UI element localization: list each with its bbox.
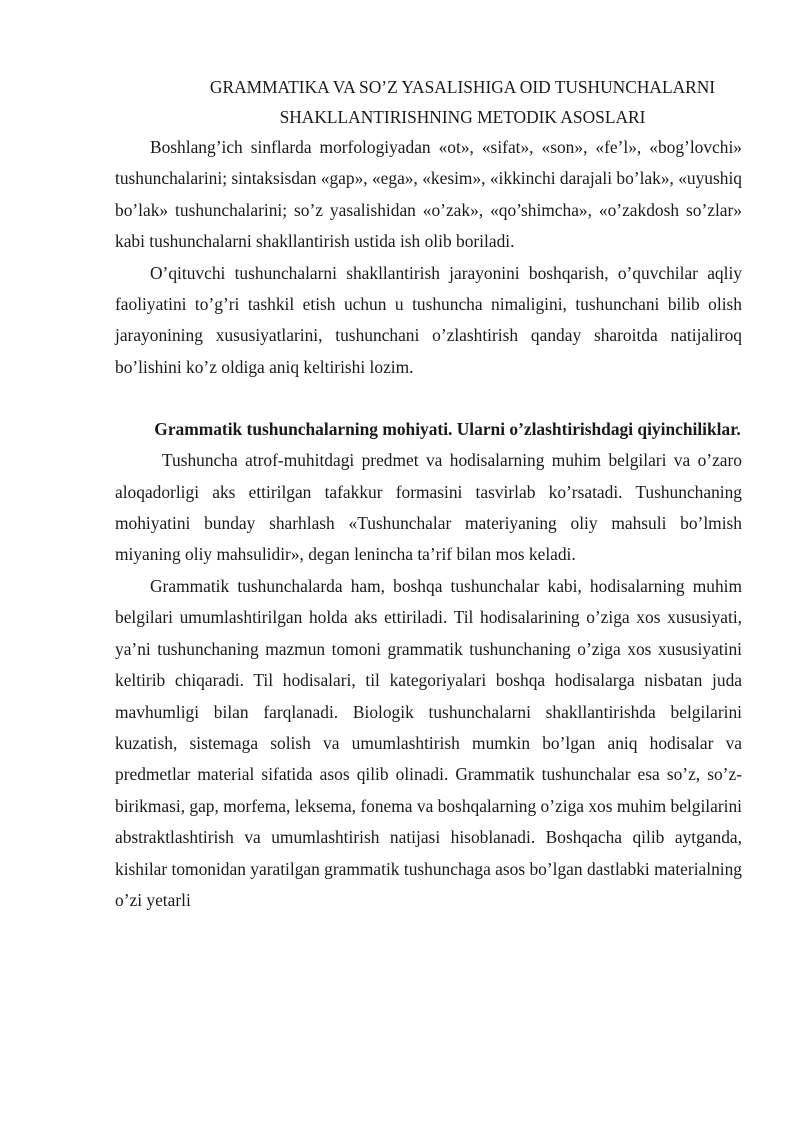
paragraph-grammatical-concepts: Grammatik tushunchalarda ham, boshqa tushunchalar kabi, hodisalarning muhim belgilari umumlashtirilgan holda aks ettiriladi. Til hodisalarining o’ziga xos xususiyati, ya’ni tushunchaning mazmun tomoni grammatik tushunchaning o’ziga xos xususiyatini keltirib chiqaradi. Til hodisalari, til kategoriyalari boshqa hodisalarga nisbatan juda mavhumligi bilan farqlanadi. Biologik tushunchalarni shakllantirishda belgilarini kuzatish, sistemaga solish va umumlashtirish mumkin bo’lgan aniq hodisalar va predmetlar material sifatida asos qilib olinadi. Grammatik tushunchalar esa so’z, so’z-birikmasi, gap, morfema, leksema, fonema va boshqalarning o’ziga xos muhim belgilarini abstraktlashtirish va umumlashtirish natijasi hisoblanadi. Boshqacha qilib aytganda, kishilar tomonidan yaratilgan grammatik tushunchaga asos bo’lgan dastlabki materialning o’zi yetarli xyxy=(115,575,742,910)
paragraph-teacher-role: O’qituvchi tushunchalarni shakllantirish jarayonini boshqarish, o’quvchilar aqliy faoliyatini to’g’ri tashkil etish uchun u tushuncha nimaligini, tushunchani bilib olish jarayonining xususiyatlarini, tushunchani o’zlashtirish qanday sharoitda natijaliroq bo’lishini ko’z oldiga aniq keltirishi lozim. xyxy=(115,262,742,377)
section-subtitle: Grammatik tushunchalarning mohiyati. Ularni o’zlashtirishdagi qiyinchiliklar. xyxy=(154,419,741,440)
document-title: GRAMMATIKA VA SO’Z YASALISHIGA OID TUSHUNCHALARNI SHAKLLANTIRISHNING METODIK ASOSLARI xyxy=(209,77,716,127)
paragraph-morphology-concepts: Boshlang’ich sinflarda morfologiyadan «ot», «sifat», «son», «fe’l», «bog’lovchi» tushunchalarini; sintaksisdan «gap», «ega», «kesim», «ikkinchi darajali bo’lak», «uyushiq bo’lak» tushunchalarini; so’z yasalishidan «o’zak», «qo’shimcha», «o’zakdosh so’zlar» kabi tushunchalarni shakllantirish ustida ish olib boriladi. xyxy=(115,137,742,252)
paragraph-concept-definition: Tushuncha atrof-muhitdagi predmet va hodisalarning muhim belgilari va o’zaro aloqadorligi aks ettirilgan tafakkur formasini tasvirlab ko’rsatadi. Tushunchaning mohiyatini bunday sharhlash «Tushunchalar materiyaning oliy mahsuli bo’lmish miyaning oliy mahsulidir», degan lenincha ta’rif bilan mos keladi. xyxy=(115,450,742,565)
document-page xyxy=(115,72,742,916)
section-spacer xyxy=(115,383,742,414)
